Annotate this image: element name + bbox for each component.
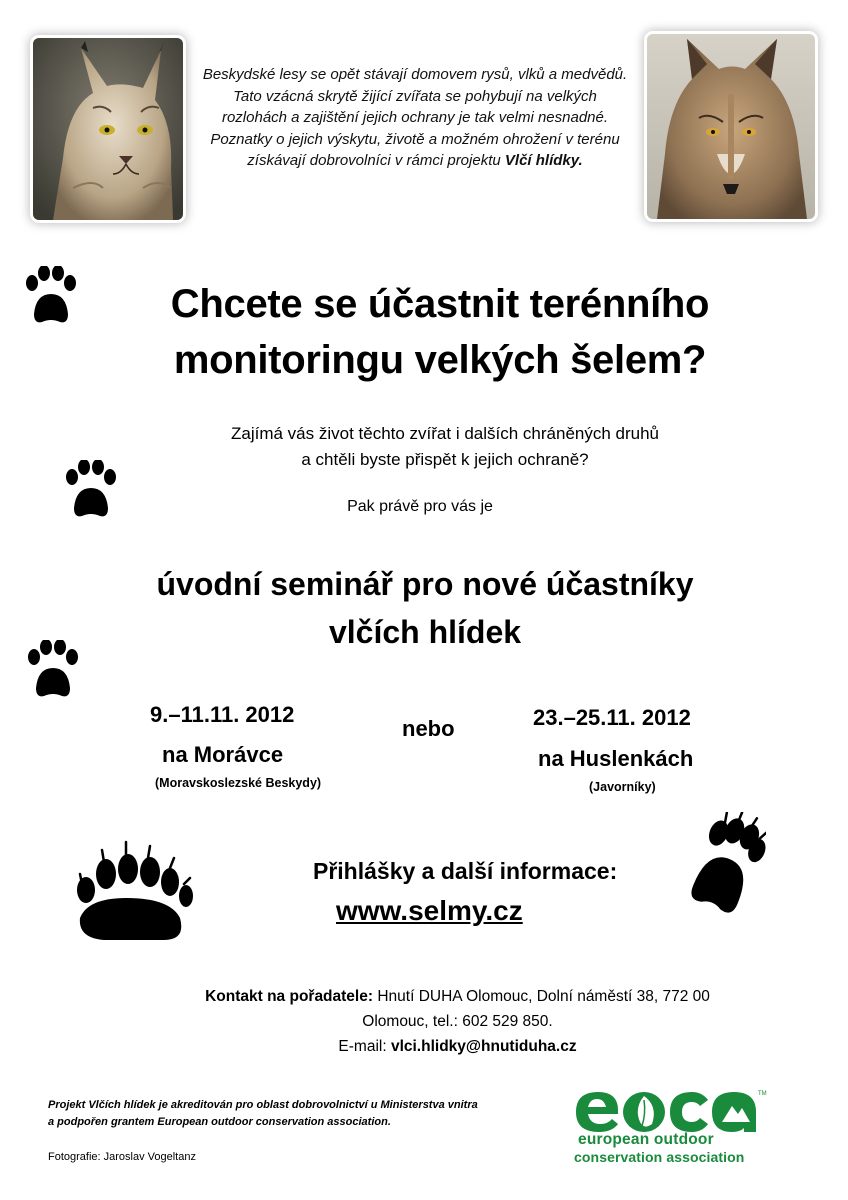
contact-line-3 [140,1034,775,1059]
or-separator: nebo [402,716,455,741]
project-footnote [48,1097,568,1131]
email-link[interactable]: vlci.hlidky@hnutiduha.cz [390,1038,577,1055]
contact-block [140,984,775,1059]
email-label: E-mail: [338,1038,387,1055]
event-2-region: (Javorníky) [589,780,656,794]
intro-text [200,64,630,172]
bear-paw-icon [74,822,198,944]
seminar-title [60,560,790,656]
eoca-caption-1: european outdoor [578,1131,714,1148]
footnote-line-1: Projekt Vlčích hlídek je akreditován pro oblast dobrovolnictví u Ministerstva vnitra [48,1099,478,1111]
footnote-line-2: a podpořen grantem European outdoor conservation association. [48,1116,391,1128]
event-1-place: na Morávce [162,742,284,767]
paw-print-icon [62,460,120,520]
event-1-date: 9.–11.11. 2012 [150,702,295,727]
lead-text: Pak právě pro vás je [347,498,493,515]
question-line-1: Zajímá vás život těchto zvířat i dalších chráněných druhů [230,424,660,443]
contact-label: Kontakt na pořadatele: [205,988,374,1005]
intro-body: Beskydské lesy se opět stávají domovem rysů, vlků a medvědů. Tato vzácná skrytě žijící zvířata se pohybují na velkých rozlohách a zajištění jejich ochrany je tak velmi nesnadné. Poznatky o jejich výskytu, životě a možném ohrožení v terénu získávají dobrovolníci v rámci projektu [202,66,628,169]
eoca-caption-2: conservation association [574,1149,745,1165]
seminar-title-line-1: úvodní seminář pro nové účastníky [156,566,694,602]
seminar-title-line-2: vlčích hlídek [328,614,522,650]
contact-line-2: Olomouc, tel.: 602 529 850. [362,1013,553,1030]
event-2-place: na Huslenkách [538,746,694,771]
event-1-region: (Moravskoslezské Beskydy) [155,776,322,790]
headline [90,276,790,388]
photo-credit: Fotografie: Jaroslav Vogeltanz [48,1151,196,1163]
lynx-photo [33,38,183,220]
headline-line-1: Chcete se účastnit terénního [170,282,710,326]
contact-address: Hnutí DUHA Olomouc, Dolní náměstí 38, 772 00 [377,988,710,1005]
question-line-2: a chtěli byste přispět k jejich ochraně? [301,450,589,469]
question-text [150,421,740,473]
headline-line-2: monitoringu velkých šelem? [173,338,707,382]
contact-line-1 [140,984,775,1009]
website-link[interactable]: www.selmy.cz [336,895,523,926]
event-2-date: 23.–25.11. 2012 [533,705,691,730]
project-name: Vlčí hlídky. [504,152,583,169]
svg-text:TM: TM [758,1091,767,1097]
wolf-paw-icon [684,812,766,924]
signup-label: Přihlášky a další informace: [313,858,618,884]
paw-print-icon [22,266,80,326]
wolf-photo [647,34,815,219]
